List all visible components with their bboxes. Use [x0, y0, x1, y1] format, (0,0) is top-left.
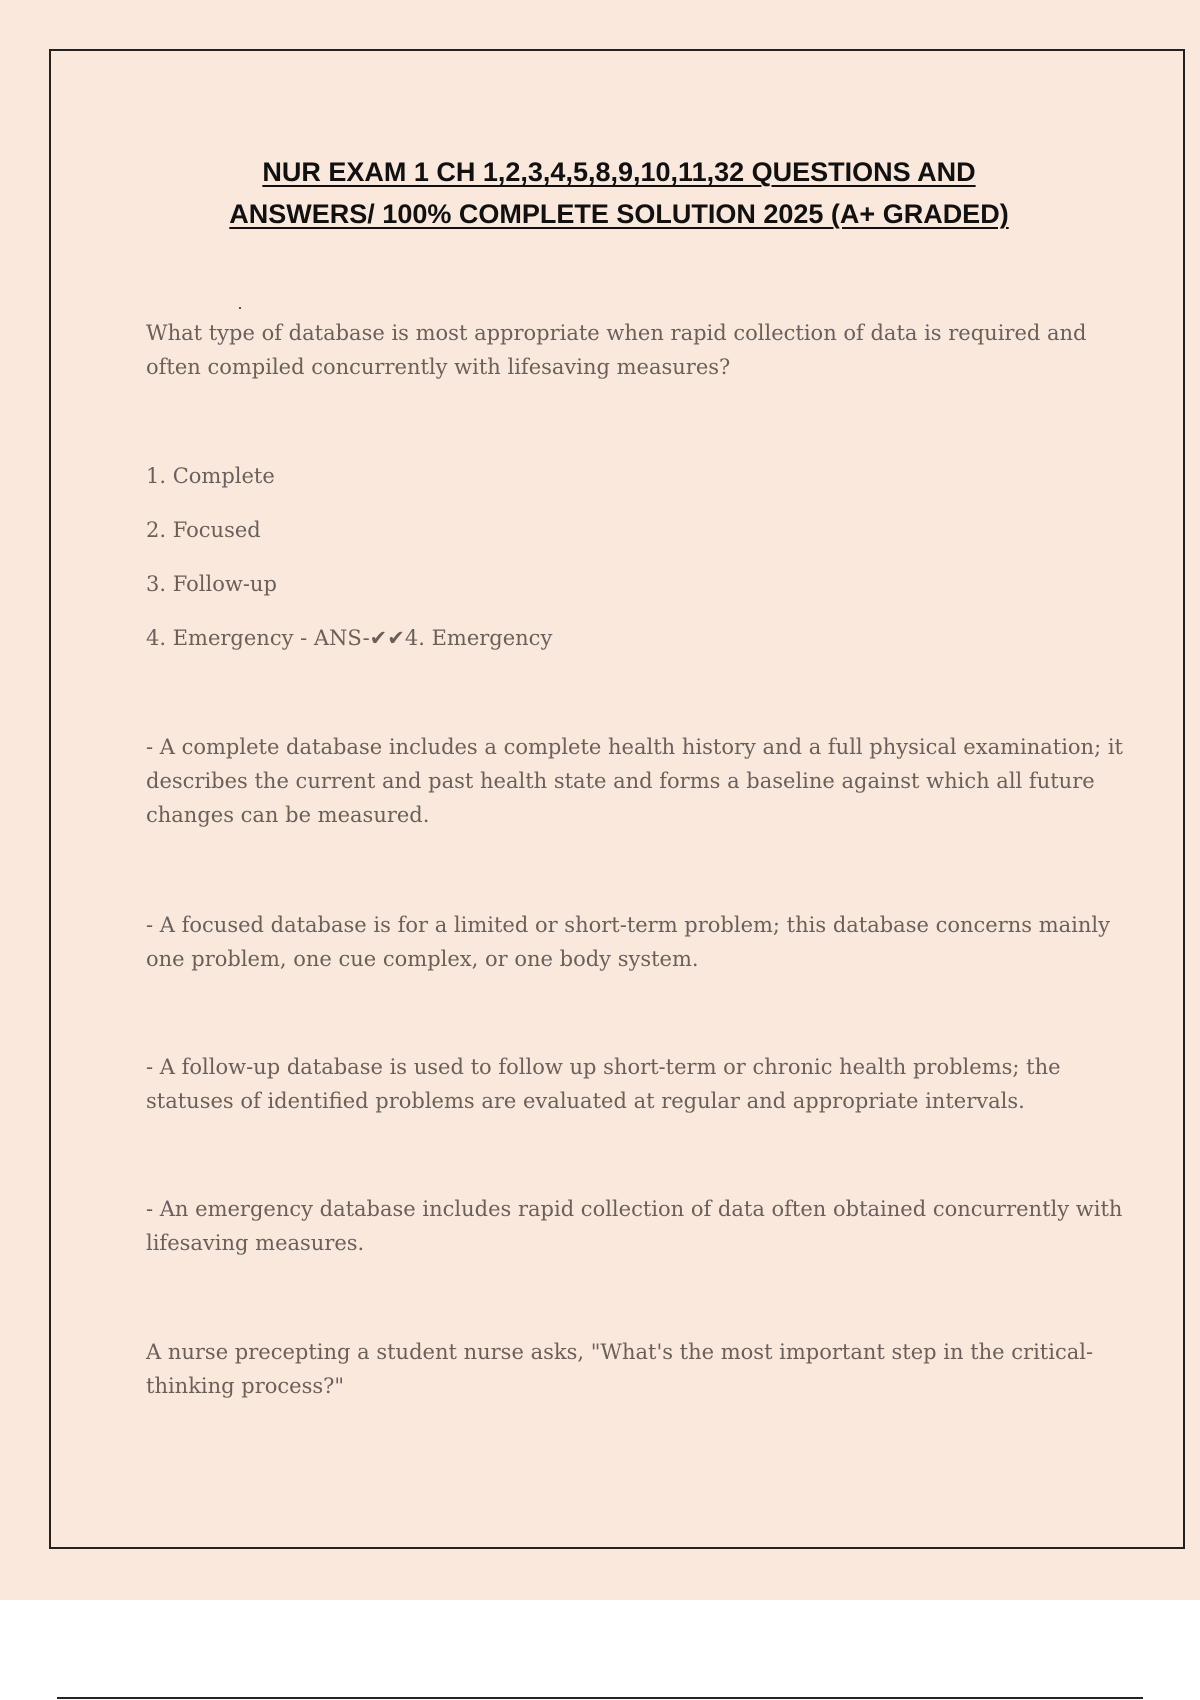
- title-line-1: NUR EXAM 1 CH 1,2,3,4,5,8,9,10,11,32 QUESTIONS AND: [262, 157, 976, 187]
- footer-rule: [57, 1697, 1143, 1699]
- question-1-text: What type of database is most appropriate when rapid collection of data is required and often compiled concurrently with lifesaving measures?: [146, 321, 1087, 379]
- explanation-follow-up: - A follow-up database is used to follow up short-term or chronic health problems; the statuses of identified problems are evaluated at regular and appropriate intervals.: [146, 1055, 1061, 1113]
- explanation-focused: - A focused database is for a limited or short-term problem; this database concerns mainly one problem, one cue complex, or one body system.: [146, 913, 1110, 971]
- stray-mark: [239, 307, 241, 309]
- explanation-emergency: - An emergency database includes rapid collection of data often obtained concurrently with lifesaving measures.: [146, 1197, 1123, 1255]
- title-line-2: ANSWERS/ 100% COMPLETE SOLUTION 2025 (A+ GRADED): [229, 199, 1009, 229]
- option-1: 1. Complete: [146, 464, 275, 488]
- explanation-complete: - A complete database includes a complete health history and a full physical examination; it describes the current and past health state and forms a baseline against which all future changes can be measured.: [146, 735, 1123, 827]
- option-4-answer: 4. Emergency - ANS-✔✔4. Emergency: [146, 626, 553, 650]
- content-frame: [49, 49, 1185, 1549]
- document-title: [51, 151, 1187, 235]
- option-2: 2. Focused: [146, 518, 261, 542]
- option-3: 3. Follow-up: [146, 572, 277, 596]
- question-2-text: A nurse precepting a student nurse asks, "What's the most important step in the critical-thinking process?": [146, 1340, 1094, 1398]
